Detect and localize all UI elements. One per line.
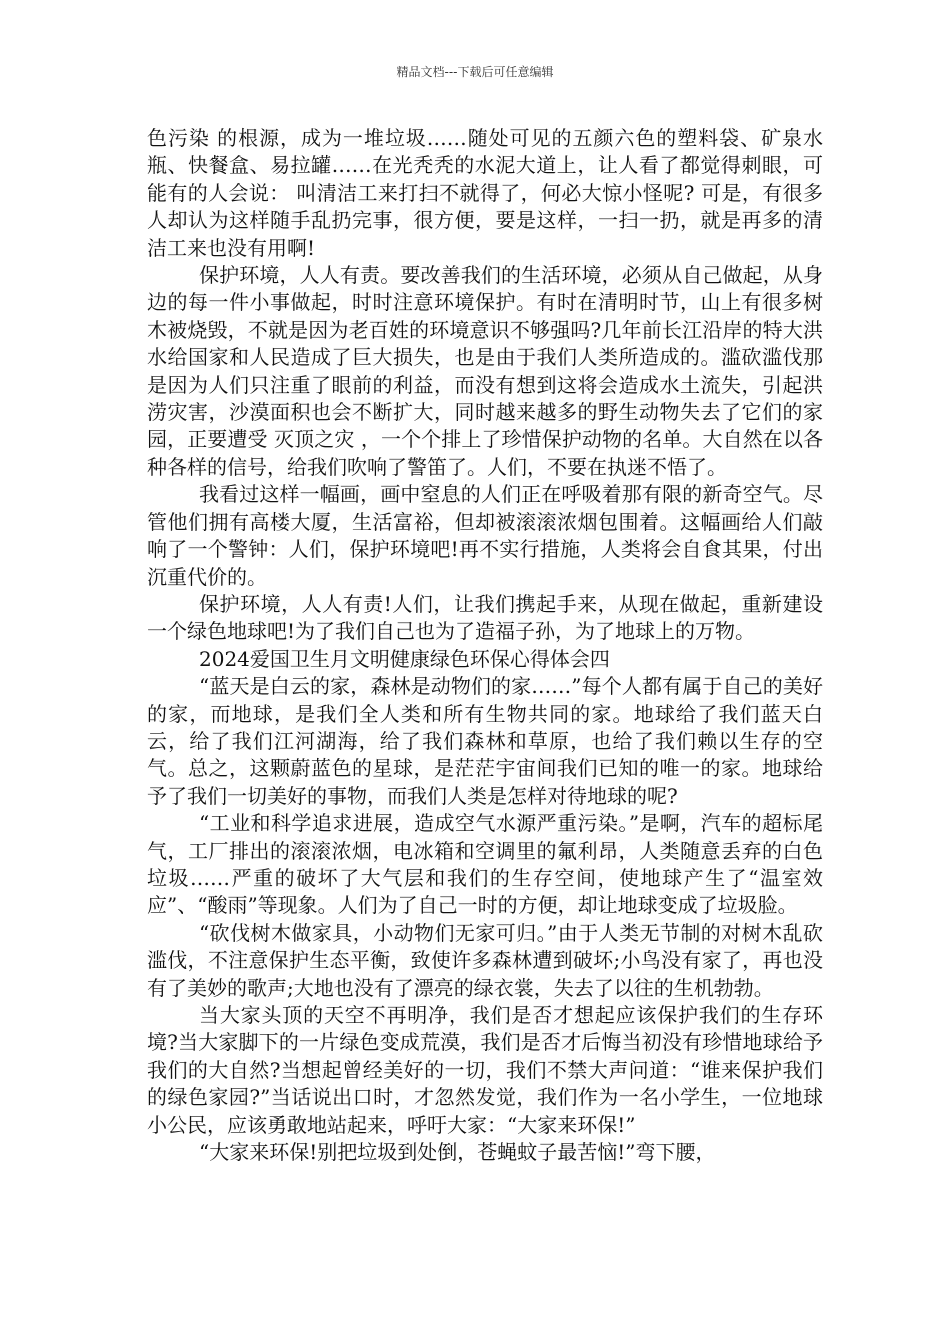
paragraph: “工业和科学追求进展，造成空气水源严重污染。”是啊，汽车的超标尾气，工厂排出的滚滚浓烟，电冰箱和空调里的氟利昂，人类随意丢弃的白色垃圾……严重的破坏了大气层和我们的生存空间，使地球产生了“温室效应”、“酸雨”等现象。人们为了自己一时的方便，却让地球变成了垃圾脸。 (147, 811, 823, 918)
paragraph: “砍伐树木做家具，小动物们无家可归。”由于人类无节制的对树木乱砍滥伐，不注意保护生态平衡，致使许多森林遭到破坏;小鸟没有家了，再也没有了美妙的歌声;大地也没有了漂亮的绿衣裳，失去了以往的生机勃勃。 (147, 920, 823, 1000)
paragraph: 我看过这样一幅画，画中窒息的人们正在呼吸着那有限的新奇空气。尽管他们拥有高楼大厦，生活富裕，但却被滚滚浓烟包围着。这幅画给人们敲响了一个警钟：人们，保护环境吧!再不实行措施，人类将会自食其果，付出沉重代价的。 (147, 482, 823, 589)
section-title: 2024爱国卫生月文明健康绿色环保心得体会四 (199, 646, 610, 671)
paragraph: 当大家头顶的天空不再明净，我们是否才想起应该保护我们的生存环境?当大家脚下的一片绿色变成荒漠，我们是否才后悔当初没有珍惜地球给予我们的大自然?当想起曾经美好的一切，我们不禁大声问道：“谁来保护我们的绿色家园?”当话说出口时，才忽然发觉，我们作为一名小学生，一位地球小公民，应该勇敢地站起来，呼吁大家：“大家来环保!” (147, 1003, 823, 1137)
paragraph-continuation: 色污染 的根源，成为一堆垃圾……随处可见的五颜六色的塑料袋、矿泉水瓶、快餐盒、易拉罐……在光秃秃的水泥大道上，让人看了都觉得刺眼，可能有的人会说： 叫清洁工来打扫不就得了，何必大惊小怪呢? 可是，有很多人却认为这样随手乱扔完事，很方便，要是这样，一扫一扔，就是再多的清洁工来也没有用啊! (147, 126, 823, 260)
paragraph: “蓝天是白云的家，森林是动物们的家……”每个人都有属于自己的美好的家，而地球，是我们全人类和所有生物共同的家。地球给了我们蓝天白云，给了我们江河湖海，给了我们森林和草原，也给了我们赖以生存的空气。总之，这颗蔚蓝色的星球，是茫茫宇宙间我们已知的唯一的家。地球给予了我们一切美好的事物，而我们人类是怎样对待地球的呢? (147, 674, 823, 808)
page-header: 精品文档---下载后可任意编辑 (396, 65, 554, 79)
document-body (147, 125, 823, 1166)
paragraph: 保护环境，人人有责!人们，让我们携起手来，从现在做起，重新建设一个绿色地球吧!为了我们自己也为了造福子孙，为了地球上的万物。 (147, 591, 823, 644)
paragraph: “大家来环保!别把垃圾到处倒，苍蝇蚊子最苦恼!”弯下腰， (199, 1140, 716, 1165)
paragraph: 保护环境，人人有责。要改善我们的生活环境，必须从自己做起，从身边的每一件小事做起，时时注意环境保护。有时在清明时节，山上有很多树木被烧毁，不就是因为老百姓的环境意识不够强吗?几年前长江沿岸的特大洪水给国家和人民造成了巨大损失，也是由于我们人类所造成的。滥砍滥伐那是因为人们只注重了眼前的利益，而没有想到这将会造成水土流失，引起洪涝灾害，沙漠面积也会不断扩大，同时越来越多的野生动物失去了它们的家园，正要遭受 灭顶之灾 ，一个个排上了珍惜保护动物的名单。大自然在以各种各样的信号，给我们吹响了警笛了。人们，不要在执迷不悟了。 (147, 263, 823, 479)
